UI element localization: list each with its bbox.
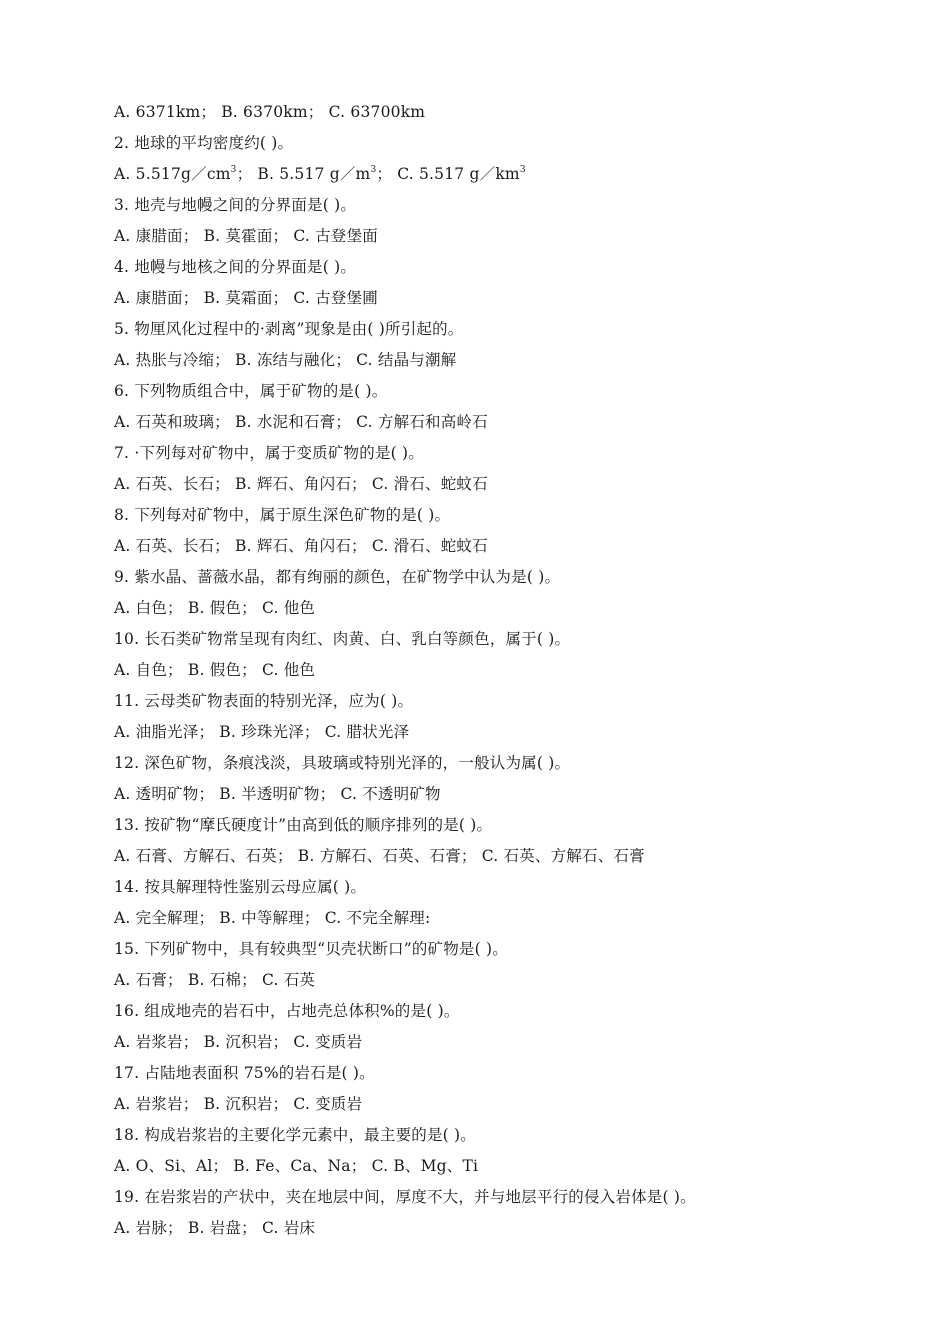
options-line: A. $5.517g/cm^3$； B. 5.517 $g/m^3$； C. 5.517 $g/km^3$ bbox=[114, 165, 526, 183]
options-line: A. 石膏、方解石、石英； B. 方解石、石英、石膏； C. 石英、方解石、石膏 bbox=[114, 847, 645, 865]
question-line: 14. 按具解理特性鉴别云母应属( )。 bbox=[114, 878, 367, 896]
question-line: 10. 长石类矿物常呈现有肉红、肉黄、白、乳白等颜色，属于( )。 bbox=[114, 630, 571, 648]
question-list bbox=[114, 97, 894, 1244]
options-line: A. 岩浆岩； B. 沉积岩； C. 变质岩 bbox=[114, 1033, 363, 1051]
options-line: A. 康腊面； B. 莫霜面； C. 古登堡圃 bbox=[114, 289, 378, 307]
question-line: 8. 下列每对矿物中，属于原生深色矿物的是( )。 bbox=[114, 506, 451, 524]
options-line: A. 热胀与冷缩； B. 冻结与融化； C. 结晶与潮解 bbox=[114, 351, 457, 369]
question-line: 3. 地壳与地幔之间的分界面是( )。 bbox=[114, 196, 357, 214]
question-line: 6. 下列物质组合中，属于矿物的是( )。 bbox=[114, 382, 388, 400]
question-line: 15. 下列矿物中，具有较典型“贝壳状断口”的矿物是( )。 bbox=[114, 940, 508, 958]
question-line: 13. 按矿物“摩氏硬度计”由高到低的顺序排列的是( )。 bbox=[114, 816, 493, 834]
options-line: A. 石英和玻璃； B. 水泥和石膏； C. 方解石和高岭石 bbox=[114, 413, 488, 431]
question-line: 18. 构成岩浆岩的主要化学元素中，最主要的是( )。 bbox=[114, 1126, 476, 1144]
options-line: A. 康腊面； B. 莫霍面； C. 古登堡面 bbox=[114, 227, 378, 245]
options-line: A. 6371km； B. 6370km； C. 63700km bbox=[114, 103, 426, 121]
options-line: A. O、Si、Al； B. Fe、Ca、Na； C. B、Mg、Ti bbox=[114, 1157, 479, 1175]
options-line: A. 白色； B. 假色； C. 他色 bbox=[114, 599, 316, 617]
question-line: 7. ·下列每对矿物中，属于变质矿物的是( )。 bbox=[114, 444, 424, 462]
options-line: A. 石英、长石； B. 辉石、角闪石； C. 滑石、蛇蚊石 bbox=[114, 475, 488, 493]
options-line: A. 自色； B. 假色； C. 他色 bbox=[114, 661, 316, 679]
options-line: A. 岩浆岩； B. 沉积岩； C. 变质岩 bbox=[114, 1095, 363, 1113]
question-line: 16. 组成地壳的岩石中，占地壳总体积%的是( )。 bbox=[114, 1002, 460, 1020]
question-line: 2. 地球的平均密度约( )。 bbox=[114, 134, 294, 152]
options-line: A. 岩脉； B. 岩盘； C. 岩床 bbox=[114, 1219, 316, 1237]
options-line: A. 油脂光泽； B. 珍珠光泽； C. 腊状光泽 bbox=[114, 723, 410, 741]
question-line: 17. 占陆地表面积 75%的岩石是( )。 bbox=[114, 1064, 375, 1082]
question-line: 11. 云母类矿物表面的特别光泽，应为( )。 bbox=[114, 692, 414, 710]
question-line: 5. 物厘风化过程中的·剥离”现象是由( )所引起的。 bbox=[114, 320, 464, 338]
question-line: 19. 在岩浆岩的产状中，夹在地层中间，厚度不大，并与地层平行的侵入岩体是( )。 bbox=[114, 1188, 696, 1206]
question-line: 4. 地幔与地核之间的分界面是( )。 bbox=[114, 258, 357, 276]
options-line: A. 透明矿物； B. 半透明矿物； C. 不透明矿物 bbox=[114, 785, 441, 803]
options-line: A. 完全解理； B. 中等解理； C. 不完全解理: bbox=[114, 909, 431, 927]
question-line: 9. 紫水晶、蔷薇水晶，都有绚丽的颜色，在矿物学中认为是( )。 bbox=[114, 568, 561, 586]
question-line: 12. 深色矿物，条痕浅淡，具玻璃或特别光泽的，一般认为属( )。 bbox=[114, 754, 571, 772]
options-line: A. 石英、长石； B. 辉石、角闪石； C. 滑石、蛇蚊石 bbox=[114, 537, 488, 555]
options-line: A. 石膏； B. 石棉； C. 石英 bbox=[114, 971, 316, 989]
